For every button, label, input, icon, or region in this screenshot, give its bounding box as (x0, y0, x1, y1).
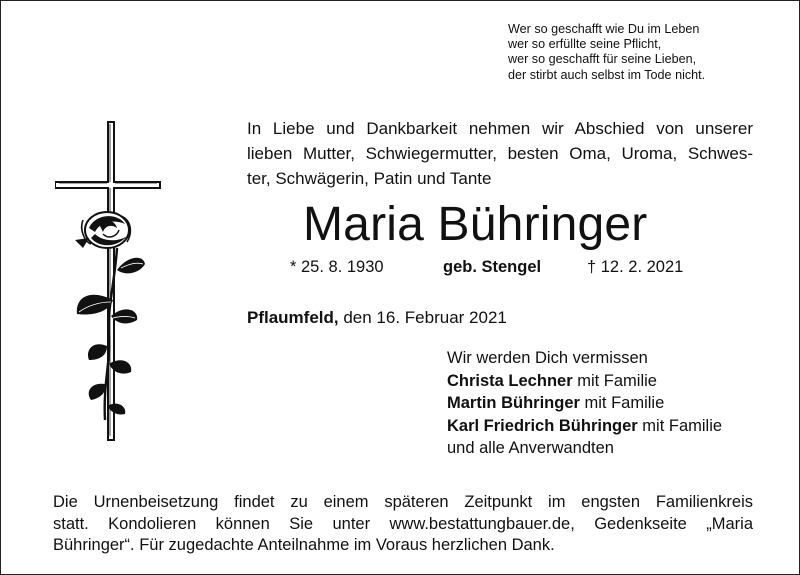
footer-line: Die Urnenbeisetzung findet zu einem späteren Zeitpunkt im engsten Familienkreis (53, 493, 753, 511)
mourner-name: Christa Lechner (447, 371, 573, 390)
mourner-name: Martin Bühringer (447, 394, 580, 412)
memorial-poem (508, 22, 705, 83)
mourner-suffix: mit Familie (572, 371, 657, 390)
mourners-intro: Wir werden Dich vermissen (447, 349, 648, 367)
footer-line: Bühringer“. Für zugedachte Anteilnahme im Voraus herzlichen Dank. (53, 536, 555, 554)
notice-date: den 16. Februar 2021 (338, 308, 507, 327)
rose-bloom-icon (75, 212, 130, 248)
poem-line: der stirbt auch selbst im Tode nicht. (508, 67, 706, 82)
poem-line: Wer so geschafft wie Du im Leben (508, 22, 700, 36)
place-and-date (247, 307, 507, 329)
intro-text (247, 116, 753, 191)
intro-line: ter, Schwägerin, Patin und Tante (247, 169, 492, 188)
place-name: Pflaumfeld, (247, 308, 339, 327)
death-date: † 12. 2. 2021 (587, 258, 684, 276)
footer-line: statt. Kondolieren können Sie unter www.bestattungbauer.de, Gedenkseite „Maria (53, 514, 753, 533)
intro-line: In Liebe und Dankbarkeit nehmen wir Abschied von unserer (247, 119, 753, 138)
mourners-closing: und alle Anverwandten (447, 439, 614, 457)
mourner-name: Karl Friedrich Bühringer (447, 416, 638, 435)
poem-line: wer so geschafft für seine Lieben, (508, 52, 697, 67)
mourner-entry (447, 370, 722, 393)
mourner-entry (447, 392, 722, 415)
footer-text (53, 492, 753, 557)
intro-line: lieben Mutter, Schwiegermutter, besten Oma, Uroma, Schwes- (247, 144, 753, 163)
mourner-suffix: mit Familie (637, 416, 723, 435)
mourner-suffix: mit Familie (579, 394, 665, 412)
mourners-list (447, 347, 722, 460)
deceased-name: Maria Bühringer (303, 198, 648, 251)
birth-date: * 25. 8. 1930 (290, 258, 384, 276)
cross-with-rose-icon (55, 120, 195, 450)
poem-line: wer so erfüllte seine Pflicht, (508, 37, 662, 52)
mourner-entry (447, 415, 722, 438)
maiden-name: geb. Stengel (443, 258, 542, 276)
cross-icon (55, 122, 160, 440)
